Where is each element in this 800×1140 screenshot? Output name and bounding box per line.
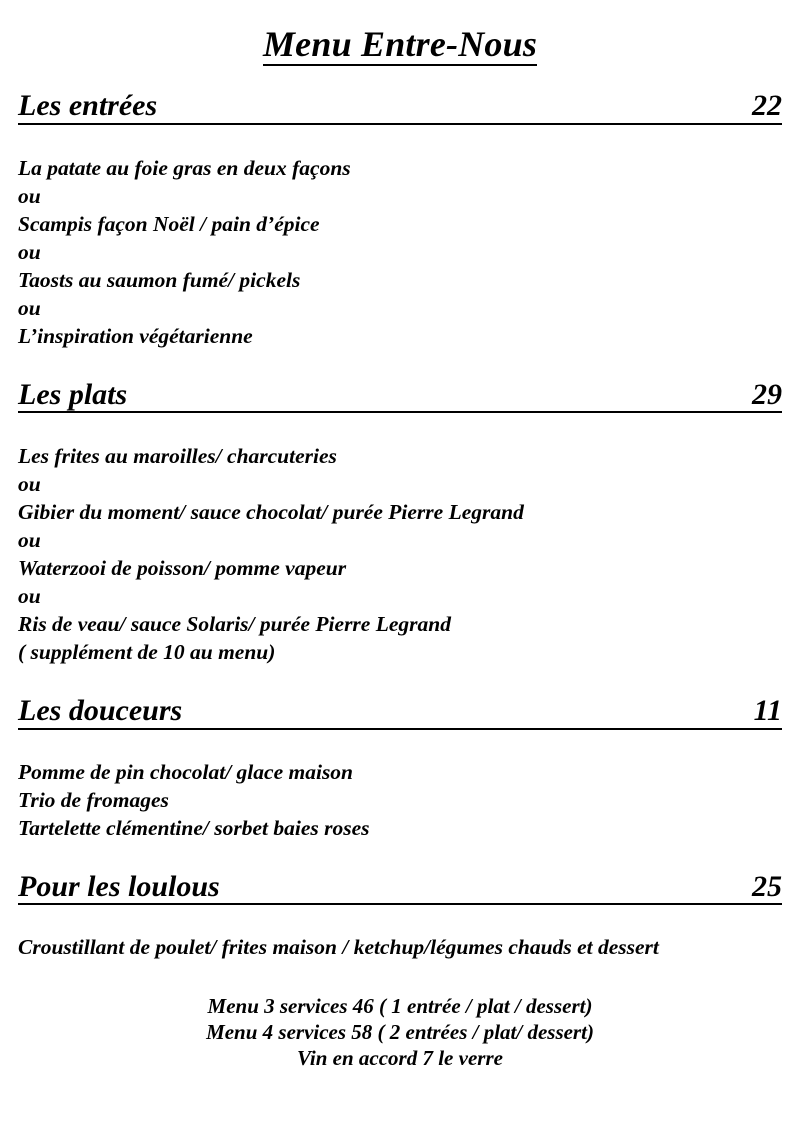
menu-item: L’inspiration végétarienne: [18, 323, 253, 348]
spacer: [18, 350, 782, 380]
menu-item: Ris de veau/ sauce Solaris/ purée Pierre Legrand: [18, 612, 451, 637]
section-title-loulous: Pour les loulous: [18, 869, 220, 903]
spacer: [18, 666, 782, 696]
section-items-entrees: [18, 154, 782, 350]
spacer: [18, 730, 782, 758]
menu-item: Scampis façon Noël / pain d’épice: [18, 211, 320, 236]
spacer: [18, 905, 782, 933]
section-title-plats: Les plats: [18, 377, 128, 411]
spacer: [18, 66, 782, 91]
spacer: [18, 125, 782, 154]
section-header-plats: [18, 377, 782, 414]
menu-conjunction: ou: [18, 472, 41, 497]
section-title-douceurs: Les douceurs: [18, 694, 183, 728]
menu-item: Gibier du moment/ sauce chocolat/ purée Pierre Legrand: [18, 500, 524, 525]
section-header-douceurs: [18, 696, 782, 730]
menu-item: Taosts au saumon fumé/ pickels: [18, 267, 301, 292]
menu-item: Les frites au maroilles/ charcuteries: [18, 444, 337, 469]
menu-conjunction: ou: [18, 183, 41, 208]
spacer: [18, 842, 782, 872]
menu-item: Tartelette clémentine/ sorbet baies roses: [18, 815, 370, 840]
formule-4-services: Menu 4 services 58 ( 2 entrées / plat/ dessert): [206, 1020, 594, 1045]
section-title-entrees: Les entrées: [18, 89, 158, 122]
formule-3-services: Menu 3 services 46 ( 1 entrée / plat / dessert): [207, 994, 593, 1019]
section-header-entrees: [18, 91, 782, 125]
section-items-plats: [18, 442, 782, 666]
menu-item: Pomme de pin chocolat/ glace maison: [18, 759, 354, 784]
menu-item: Waterzooi de poisson/ pomme vapeur: [18, 556, 347, 581]
section-items-loulous: [18, 933, 782, 961]
menu-conjunction: ou: [18, 528, 41, 553]
menu-item: La patate au foie gras en deux façons: [18, 155, 351, 180]
page-title: [18, 0, 782, 66]
section-price-plats: 29: [752, 377, 782, 411]
menu-conjunction: ou: [18, 584, 41, 609]
page-title-text: Menu Entre-Nous: [262, 24, 538, 64]
menu-item-supplement: ( supplément de 10 au menu): [18, 640, 276, 665]
spacer: [18, 413, 782, 442]
spacer: [18, 961, 782, 993]
section-price-loulous: 25: [752, 869, 782, 903]
menu-item: Trio de fromages: [18, 787, 169, 812]
section-price-douceurs: 11: [753, 694, 782, 728]
menu-conjunction: ou: [18, 295, 41, 320]
section-header-loulous: [18, 869, 782, 906]
section-price-entrees: 22: [752, 89, 782, 122]
menu-formules-footer: [18, 993, 782, 1071]
menu-item: Croustillant de poulet/ frites maison / ketchup/légumes chauds et dessert: [18, 935, 659, 960]
section-items-douceurs: [18, 758, 782, 842]
menu-conjunction: ou: [18, 239, 41, 264]
wine-pairing-note: Vin en accord 7 le verre: [297, 1046, 503, 1071]
